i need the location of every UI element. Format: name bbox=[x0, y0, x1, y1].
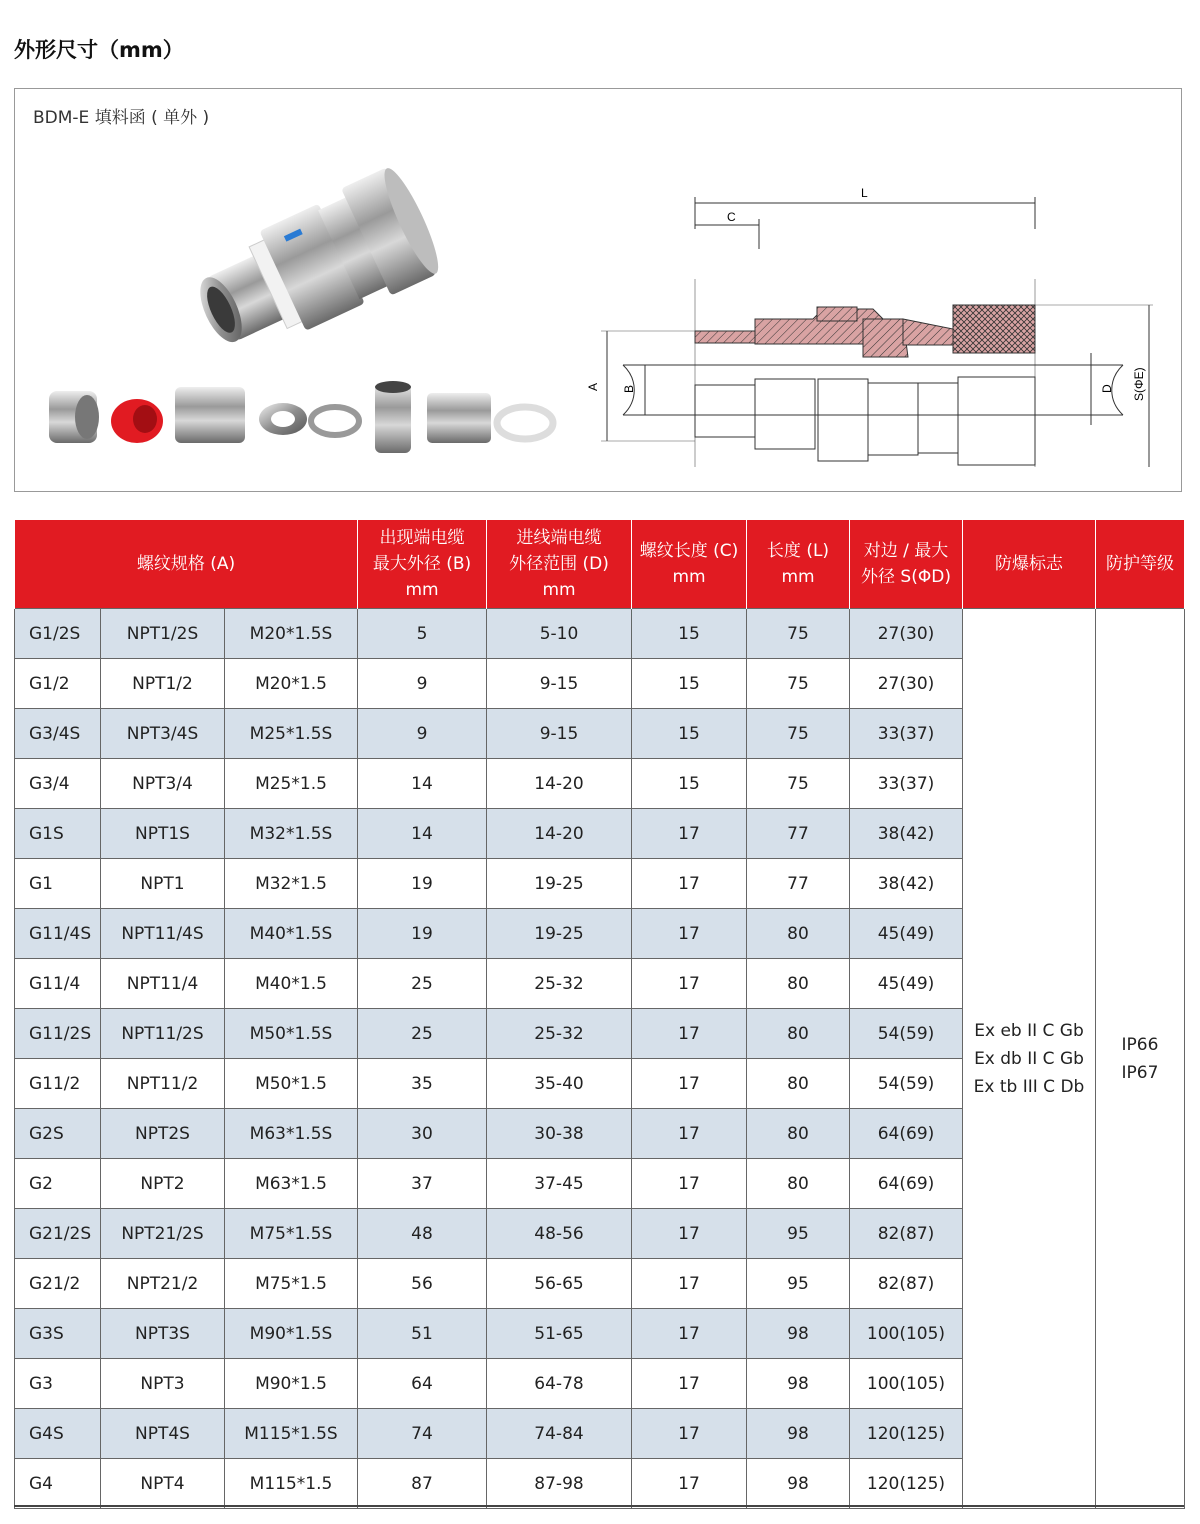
cell-outlet-max: 30 bbox=[358, 1109, 487, 1159]
cell-thread-g: G1/2 bbox=[15, 659, 101, 709]
cell-across-flats: 38(42) bbox=[850, 809, 963, 859]
cell-thread-g: G3/4 bbox=[15, 759, 101, 809]
cell-thread-g: G3S bbox=[15, 1309, 101, 1359]
cell-inlet-range: 14-20 bbox=[487, 759, 632, 809]
cell-length: 80 bbox=[747, 1159, 850, 1209]
cell-across-flats: 33(37) bbox=[850, 759, 963, 809]
cell-thread-m: M63*1.5 bbox=[225, 1159, 358, 1209]
cell-thread-length: 15 bbox=[632, 609, 747, 659]
cell-thread-length: 15 bbox=[632, 709, 747, 759]
cell-thread-g: G1/2S bbox=[15, 609, 101, 659]
dimension-drawing bbox=[583, 169, 1153, 469]
cell-across-flats: 45(49) bbox=[850, 959, 963, 1009]
cell-inlet-range: 5-10 bbox=[487, 609, 632, 659]
cell-thread-npt: NPT4 bbox=[101, 1459, 225, 1509]
cell-outlet-max: 48 bbox=[358, 1209, 487, 1259]
page-title: 外形尺寸（mm） bbox=[14, 38, 184, 62]
cell-thread-g: G4 bbox=[15, 1459, 101, 1509]
cell-thread-g: G1S bbox=[15, 809, 101, 859]
cell-inlet-range: 19-25 bbox=[487, 859, 632, 909]
parts-images bbox=[45, 379, 565, 459]
header-ex-mark: 防爆标志 bbox=[963, 520, 1096, 609]
cell-thread-length: 17 bbox=[632, 1259, 747, 1309]
cell-thread-g: G3/4S bbox=[15, 709, 101, 759]
cell-inlet-range: 74-84 bbox=[487, 1409, 632, 1459]
dim-label-C: C bbox=[727, 210, 736, 224]
cell-thread-npt: NPT11/2 bbox=[101, 1059, 225, 1109]
cell-inlet-range: 64-78 bbox=[487, 1359, 632, 1409]
cell-thread-npt: NPT11/4 bbox=[101, 959, 225, 1009]
cell-thread-m: M40*1.5S bbox=[225, 909, 358, 959]
dim-label-S: S(ΦE) bbox=[1132, 367, 1146, 401]
body-part bbox=[175, 387, 245, 443]
cell-across-flats: 64(69) bbox=[850, 1159, 963, 1209]
cell-thread-m: M90*1.5 bbox=[225, 1359, 358, 1409]
cell-inlet-range: 9-15 bbox=[487, 709, 632, 759]
cell-length: 98 bbox=[747, 1459, 850, 1509]
ex-mark-line: Ex eb II C Gb bbox=[974, 1020, 1084, 1041]
cell-thread-length: 17 bbox=[632, 1359, 747, 1409]
cell-inlet-range: 19-25 bbox=[487, 909, 632, 959]
cell-outlet-max: 35 bbox=[358, 1059, 487, 1109]
cell-length: 75 bbox=[747, 709, 850, 759]
cell-thread-m: M75*1.5S bbox=[225, 1209, 358, 1259]
cell-length: 77 bbox=[747, 859, 850, 909]
cell-thread-npt: NPT11/4S bbox=[101, 909, 225, 959]
cell-thread-m: M20*1.5 bbox=[225, 659, 358, 709]
cell-thread-npt: NPT3 bbox=[101, 1359, 225, 1409]
product-photo bbox=[170, 145, 440, 385]
cell-thread-m: M90*1.5S bbox=[225, 1309, 358, 1359]
cell-inlet-range: 56-65 bbox=[487, 1259, 632, 1309]
entry-part bbox=[427, 393, 491, 443]
cell-thread-length: 15 bbox=[632, 759, 747, 809]
cell-thread-m: M20*1.5S bbox=[225, 609, 358, 659]
cell-across-flats: 64(69) bbox=[850, 1109, 963, 1159]
cell-length: 98 bbox=[747, 1359, 850, 1409]
cell-thread-length: 17 bbox=[632, 1209, 747, 1259]
cell-length: 98 bbox=[747, 1409, 850, 1459]
cell-length: 95 bbox=[747, 1209, 850, 1259]
cell-outlet-max: 74 bbox=[358, 1409, 487, 1459]
product-name: BDM-E 填料函 ( 单外 ) bbox=[33, 108, 210, 128]
sleeve-part bbox=[375, 381, 411, 453]
cell-across-flats: 120(125) bbox=[850, 1459, 963, 1509]
cell-ip-ratings bbox=[1096, 609, 1185, 1509]
cell-thread-g: G1 bbox=[15, 859, 101, 909]
cell-thread-length: 17 bbox=[632, 1459, 747, 1509]
cell-inlet-range: 48-56 bbox=[487, 1209, 632, 1259]
cell-thread-g: G11/2S bbox=[15, 1009, 101, 1059]
cell-thread-m: M50*1.5S bbox=[225, 1009, 358, 1059]
cell-thread-length: 17 bbox=[632, 1409, 747, 1459]
cell-thread-length: 17 bbox=[632, 1159, 747, 1209]
cell-length: 75 bbox=[747, 659, 850, 709]
cell-thread-npt: NPT21/2 bbox=[101, 1259, 225, 1309]
cell-thread-m: M25*1.5S bbox=[225, 709, 358, 759]
cell-length: 80 bbox=[747, 1059, 850, 1109]
cell-across-flats: 120(125) bbox=[850, 1409, 963, 1459]
cell-thread-g: G2 bbox=[15, 1159, 101, 1209]
cell-outlet-max: 14 bbox=[358, 809, 487, 859]
cell-thread-m: M63*1.5S bbox=[225, 1109, 358, 1159]
cell-across-flats: 82(87) bbox=[850, 1209, 963, 1259]
cell-outlet-max: 9 bbox=[358, 709, 487, 759]
cell-inlet-range: 87-98 bbox=[487, 1459, 632, 1509]
header-length: 长度 (L) mm bbox=[747, 520, 850, 609]
cell-thread-length: 17 bbox=[632, 909, 747, 959]
cell-thread-npt: NPT2S bbox=[101, 1109, 225, 1159]
cell-thread-length: 17 bbox=[632, 859, 747, 909]
cell-thread-g: G21/2S bbox=[15, 1209, 101, 1259]
cell-outlet-max: 9 bbox=[358, 659, 487, 709]
cell-outlet-max: 19 bbox=[358, 859, 487, 909]
cell-outlet-max: 37 bbox=[358, 1159, 487, 1209]
gasket-part bbox=[497, 407, 553, 439]
cell-across-flats: 54(59) bbox=[850, 1009, 963, 1059]
header-thread-length: 螺纹长度 (C) mm bbox=[632, 520, 747, 609]
cell-thread-g: G11/2 bbox=[15, 1059, 101, 1109]
cell-thread-g: G2S bbox=[15, 1109, 101, 1159]
cell-thread-m: M75*1.5 bbox=[225, 1259, 358, 1309]
cell-length: 77 bbox=[747, 809, 850, 859]
cell-thread-length: 17 bbox=[632, 1309, 747, 1359]
cell-outlet-max: 64 bbox=[358, 1359, 487, 1409]
dim-label-D: D bbox=[1100, 384, 1114, 393]
cell-inlet-range: 37-45 bbox=[487, 1159, 632, 1209]
cell-across-flats: 54(59) bbox=[850, 1059, 963, 1109]
header-across-flats: 对边 / 最大 外径 S(ΦD) bbox=[850, 520, 963, 609]
cell-thread-npt: NPT1/2S bbox=[101, 609, 225, 659]
cell-thread-g: G11/4S bbox=[15, 909, 101, 959]
cell-outlet-max: 56 bbox=[358, 1259, 487, 1309]
cell-across-flats: 100(105) bbox=[850, 1359, 963, 1409]
cell-thread-g: G21/2 bbox=[15, 1259, 101, 1309]
cell-length: 80 bbox=[747, 1109, 850, 1159]
cell-length: 80 bbox=[747, 1009, 850, 1059]
cell-length: 80 bbox=[747, 959, 850, 1009]
cap-nut-part bbox=[49, 391, 99, 443]
cell-ex-marks bbox=[963, 609, 1096, 1509]
dim-label-L: L bbox=[861, 186, 868, 200]
cell-across-flats: 33(37) bbox=[850, 709, 963, 759]
cell-inlet-range: 25-32 bbox=[487, 959, 632, 1009]
cell-thread-length: 17 bbox=[632, 1009, 747, 1059]
cell-thread-g: G11/4 bbox=[15, 959, 101, 1009]
header-inlet: 进线端电缆 外径范围 (D) mm bbox=[487, 520, 632, 609]
cell-thread-m: M32*1.5 bbox=[225, 859, 358, 909]
cell-thread-npt: NPT1 bbox=[101, 859, 225, 909]
cell-thread-length: 17 bbox=[632, 959, 747, 1009]
cell-inlet-range: 25-32 bbox=[487, 1009, 632, 1059]
cell-thread-npt: NPT4S bbox=[101, 1409, 225, 1459]
cell-thread-m: M40*1.5 bbox=[225, 959, 358, 1009]
ex-mark-line: Ex tb III C Db bbox=[973, 1076, 1085, 1097]
cell-thread-npt: NPT11/2S bbox=[101, 1009, 225, 1059]
cell-thread-npt: NPT3S bbox=[101, 1309, 225, 1359]
cell-length: 75 bbox=[747, 759, 850, 809]
cell-thread-g: G3 bbox=[15, 1359, 101, 1409]
cell-thread-npt: NPT21/2S bbox=[101, 1209, 225, 1259]
ip-rating-line: IP67 bbox=[1121, 1062, 1159, 1083]
cell-thread-npt: NPT3/4 bbox=[101, 759, 225, 809]
header-thread: 螺纹规格 (A) bbox=[15, 520, 358, 609]
cell-length: 80 bbox=[747, 909, 850, 959]
cell-length: 75 bbox=[747, 609, 850, 659]
red-seal-part bbox=[111, 399, 163, 443]
cell-outlet-max: 5 bbox=[358, 609, 487, 659]
cell-across-flats: 100(105) bbox=[850, 1309, 963, 1359]
cell-inlet-range: 35-40 bbox=[487, 1059, 632, 1109]
cell-outlet-max: 25 bbox=[358, 1009, 487, 1059]
cell-thread-m: M50*1.5 bbox=[225, 1059, 358, 1109]
cell-inlet-range: 51-65 bbox=[487, 1309, 632, 1359]
cell-thread-m: M25*1.5 bbox=[225, 759, 358, 809]
cell-across-flats: 27(30) bbox=[850, 609, 963, 659]
cell-length: 95 bbox=[747, 1259, 850, 1309]
table-row bbox=[15, 609, 1185, 659]
cell-thread-npt: NPT2 bbox=[101, 1159, 225, 1209]
ring-part bbox=[311, 407, 359, 435]
cell-inlet-range: 9-15 bbox=[487, 659, 632, 709]
cell-outlet-max: 19 bbox=[358, 909, 487, 959]
cell-across-flats: 27(30) bbox=[850, 659, 963, 709]
header-ip: 防护等级 bbox=[1096, 520, 1185, 609]
cell-thread-npt: NPT3/4S bbox=[101, 709, 225, 759]
cell-outlet-max: 25 bbox=[358, 959, 487, 1009]
cell-thread-m: M115*1.5S bbox=[225, 1409, 358, 1459]
cell-across-flats: 45(49) bbox=[850, 909, 963, 959]
header-outlet: 出现端电缆 最大外径 (B) mm bbox=[358, 520, 487, 609]
dim-label-A: A bbox=[586, 382, 600, 391]
cell-thread-length: 17 bbox=[632, 809, 747, 859]
cell-across-flats: 38(42) bbox=[850, 859, 963, 909]
table-header-row bbox=[15, 520, 1185, 609]
cell-thread-length: 15 bbox=[632, 659, 747, 709]
dim-label-B: B bbox=[622, 384, 636, 393]
product-panel bbox=[14, 88, 1182, 492]
ip-rating-line: IP66 bbox=[1121, 1034, 1159, 1055]
cell-thread-npt: NPT1/2 bbox=[101, 659, 225, 709]
cell-length: 98 bbox=[747, 1309, 850, 1359]
ex-mark-line: Ex db II C Gb bbox=[974, 1048, 1084, 1069]
cell-thread-g: G4S bbox=[15, 1409, 101, 1459]
cell-outlet-max: 87 bbox=[358, 1459, 487, 1509]
cell-inlet-range: 30-38 bbox=[487, 1109, 632, 1159]
cell-outlet-max: 14 bbox=[358, 759, 487, 809]
cell-thread-m: M115*1.5 bbox=[225, 1459, 358, 1509]
cell-thread-npt: NPT1S bbox=[101, 809, 225, 859]
cell-thread-m: M32*1.5S bbox=[225, 809, 358, 859]
cell-across-flats: 82(87) bbox=[850, 1259, 963, 1309]
cell-thread-length: 17 bbox=[632, 1109, 747, 1159]
cell-thread-length: 17 bbox=[632, 1059, 747, 1109]
washer-part bbox=[259, 403, 307, 435]
bottom-rule bbox=[14, 1505, 1184, 1507]
cell-inlet-range: 14-20 bbox=[487, 809, 632, 859]
cell-outlet-max: 51 bbox=[358, 1309, 487, 1359]
spec-table bbox=[14, 520, 1185, 1509]
